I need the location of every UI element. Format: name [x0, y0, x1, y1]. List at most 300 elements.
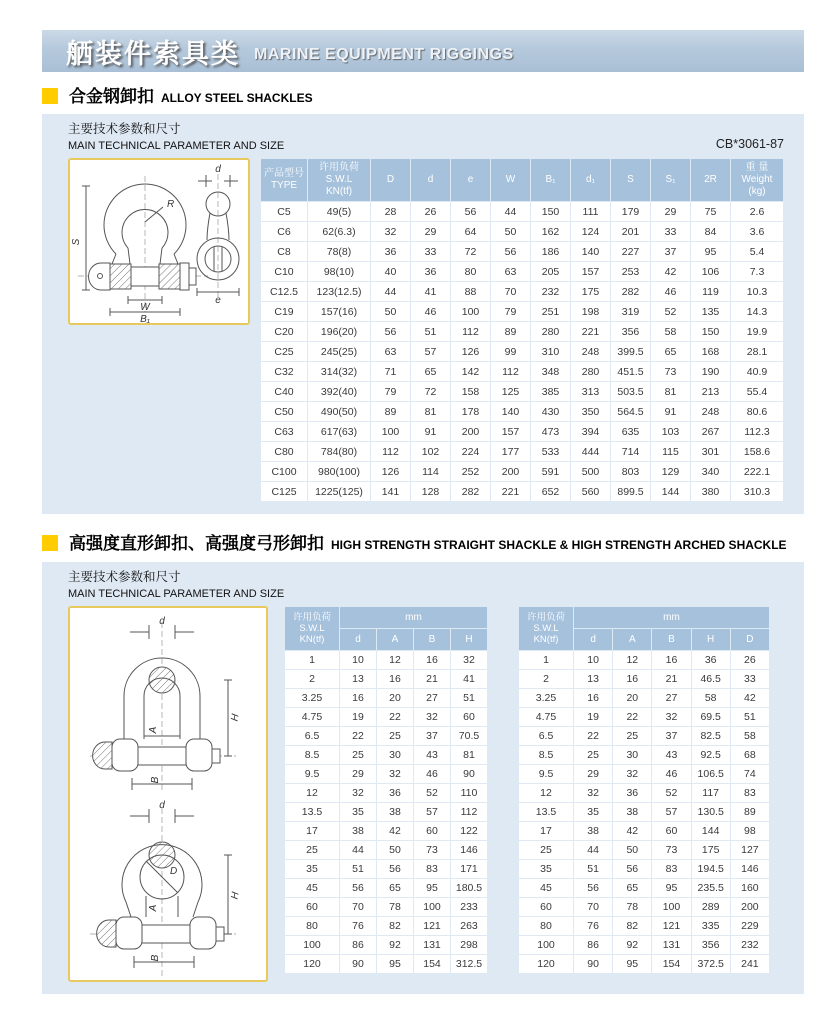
cell: 56 — [451, 202, 490, 221]
cell: 198 — [571, 302, 610, 321]
cell: 2 — [285, 670, 339, 688]
table-body — [519, 651, 769, 973]
cell: 99 — [491, 342, 530, 361]
table-row — [285, 708, 487, 726]
table-row — [519, 879, 769, 897]
cell: 635 — [611, 422, 650, 441]
cell: 140 — [571, 242, 610, 261]
cell: 92.5 — [692, 746, 730, 764]
cell: 81 — [451, 746, 487, 764]
cell: 106 — [691, 262, 730, 281]
cell: 385 — [531, 382, 570, 401]
swl-column-header: 许用负荷 S.W.L KN(tf) — [519, 607, 573, 650]
table-row — [519, 936, 769, 954]
dim-label-S: S — [71, 238, 82, 246]
cell: 50 — [377, 841, 413, 859]
section1-title-zh: 合金钢卸扣 — [69, 86, 154, 106]
cell: 44 — [340, 841, 376, 859]
cell: 60 — [451, 708, 487, 726]
cell: 26 — [411, 202, 450, 221]
column-header: B₁ — [531, 159, 570, 201]
table-row — [285, 936, 487, 954]
cell: 95 — [414, 879, 450, 897]
cell: 20 — [613, 689, 651, 707]
cell: 65 — [411, 362, 450, 381]
cell: 112.3 — [731, 422, 783, 441]
cell: 81 — [651, 382, 690, 401]
cell: 36 — [613, 784, 651, 802]
cell: 10 — [574, 651, 612, 669]
cell: 3.25 — [519, 689, 573, 707]
cell: 95 — [652, 879, 690, 897]
cell: 60 — [652, 822, 690, 840]
cell: 70 — [340, 898, 376, 916]
cell: 70 — [574, 898, 612, 916]
cell: 9.5 — [285, 765, 339, 783]
mm-span-header: mm — [574, 607, 769, 628]
cell: 65 — [651, 342, 690, 361]
cell: 280 — [571, 362, 610, 381]
cell: 43 — [652, 746, 690, 764]
column-header: A — [613, 629, 651, 650]
cell: 32 — [574, 784, 612, 802]
cell: 157(16) — [308, 302, 370, 321]
column-header: H — [451, 629, 487, 650]
cell: 88 — [451, 282, 490, 301]
cell: 95 — [377, 955, 413, 973]
cell: 89 — [371, 402, 410, 421]
cell: 127 — [731, 841, 769, 859]
cell: 44 — [574, 841, 612, 859]
cell: 248 — [571, 342, 610, 361]
column-header: D — [731, 629, 769, 650]
cell: 10.3 — [731, 282, 783, 301]
cell: 33 — [411, 242, 450, 261]
table-row — [519, 689, 769, 707]
cell: 591 — [531, 462, 570, 481]
cell: 227 — [611, 242, 650, 261]
cell: 119 — [691, 282, 730, 301]
cell: 30 — [613, 746, 651, 764]
column-header: d — [411, 159, 450, 201]
cell: 45 — [285, 879, 339, 897]
cell: 251 — [531, 302, 570, 321]
cell: 78(8) — [308, 242, 370, 261]
cell: 135 — [691, 302, 730, 321]
cell: 112 — [451, 322, 490, 341]
cell: 57 — [414, 803, 450, 821]
cell: 46 — [414, 765, 450, 783]
cell: 25 — [340, 746, 376, 764]
dim-label-H: H — [229, 891, 242, 901]
cell: 157 — [571, 262, 610, 281]
cell: 112 — [371, 442, 410, 461]
cell: 392(40) — [308, 382, 370, 401]
standard-code: CB*3061-87 — [715, 137, 784, 151]
cell: 32 — [451, 651, 487, 669]
cell: C25 — [261, 342, 307, 361]
cell: 200 — [731, 898, 769, 916]
cell: 121 — [414, 917, 450, 935]
cell: 90 — [574, 955, 612, 973]
cell: 32 — [371, 222, 410, 241]
cell: 81 — [411, 402, 450, 421]
cell: 63 — [491, 262, 530, 281]
cell: 100 — [285, 936, 339, 954]
column-header: d — [340, 629, 376, 650]
cell: C10 — [261, 262, 307, 281]
cell: 533 — [531, 442, 570, 461]
dim-label-B: B — [150, 954, 161, 962]
cell: 16 — [652, 651, 690, 669]
cell: 17 — [519, 822, 573, 840]
cell: 82.5 — [692, 727, 730, 745]
table-row — [519, 803, 769, 821]
cell: 33 — [731, 670, 769, 688]
cell: 56 — [574, 879, 612, 897]
cell: 52 — [651, 302, 690, 321]
cell: 92 — [613, 936, 651, 954]
cell: 21 — [652, 670, 690, 688]
cell: 25 — [377, 727, 413, 745]
cell: 52 — [652, 784, 690, 802]
cell: 70 — [491, 282, 530, 301]
cell: 40.9 — [731, 362, 783, 381]
cell: 72 — [411, 382, 450, 401]
cell: 38 — [377, 803, 413, 821]
cell: 25 — [285, 841, 339, 859]
cell: 58 — [651, 322, 690, 341]
cell: 95 — [691, 242, 730, 261]
header-row — [519, 607, 769, 628]
cell: 100 — [652, 898, 690, 916]
table-row — [519, 708, 769, 726]
section1-param-labels — [68, 119, 284, 152]
cell: 38 — [340, 822, 376, 840]
cell: 196(20) — [308, 322, 370, 341]
cell: 12 — [613, 651, 651, 669]
cell: 175 — [692, 841, 730, 859]
cell: 232 — [731, 936, 769, 954]
cell: 22 — [377, 708, 413, 726]
cell: 6.5 — [519, 727, 573, 745]
cell: 32 — [613, 765, 651, 783]
cell: 51 — [731, 708, 769, 726]
cell: 123(12.5) — [308, 282, 370, 301]
cell: 27 — [652, 689, 690, 707]
cell: 82 — [613, 917, 651, 935]
cell: 91 — [651, 402, 690, 421]
cell: 335 — [692, 917, 730, 935]
cell: 124 — [571, 222, 610, 241]
cell: 22 — [340, 727, 376, 745]
cell: 399.5 — [611, 342, 650, 361]
cell: C19 — [261, 302, 307, 321]
cell: 177 — [491, 442, 530, 461]
column-header: S₁ — [651, 159, 690, 201]
cell: 16 — [340, 689, 376, 707]
section2-heading — [42, 532, 804, 554]
cell: 102 — [411, 442, 450, 461]
cell: 221 — [571, 322, 610, 341]
cell: 8.5 — [285, 746, 339, 764]
cell: 200 — [491, 462, 530, 481]
cell: 126 — [451, 342, 490, 361]
cell: 25 — [613, 727, 651, 745]
cell: 80.6 — [731, 402, 783, 421]
cell: 110 — [451, 784, 487, 802]
cell: 52 — [414, 784, 450, 802]
cell: 114 — [411, 462, 450, 481]
bow-shackle-drawing — [70, 160, 248, 323]
cell: 120 — [519, 955, 573, 973]
table-row — [261, 222, 783, 241]
cell: 10 — [340, 651, 376, 669]
cell: 356 — [611, 322, 650, 341]
table-row — [285, 746, 487, 764]
cell: 340 — [691, 462, 730, 481]
cell: 83 — [652, 860, 690, 878]
cell: 7.3 — [731, 262, 783, 281]
table-row — [261, 282, 783, 301]
column-header: e — [451, 159, 490, 201]
cell: C6 — [261, 222, 307, 241]
cell: 36 — [377, 784, 413, 802]
cell: 35 — [340, 803, 376, 821]
table-row — [519, 898, 769, 916]
cell: 3.25 — [285, 689, 339, 707]
table-row — [285, 860, 487, 878]
cell: 57 — [411, 342, 450, 361]
cell: 41 — [411, 282, 450, 301]
cell: 617(63) — [308, 422, 370, 441]
table-row — [261, 422, 783, 441]
section1-panel-top — [68, 122, 784, 152]
cell: 241 — [731, 955, 769, 973]
cell: C12.5 — [261, 282, 307, 301]
cell: 17 — [285, 822, 339, 840]
cell: 473 — [531, 422, 570, 441]
cell: 60 — [414, 822, 450, 840]
cell: 32 — [652, 708, 690, 726]
cell: 46 — [411, 302, 450, 321]
cell: 65 — [377, 879, 413, 897]
cell: 16 — [613, 670, 651, 688]
cell: 19 — [340, 708, 376, 726]
cell: 235.5 — [692, 879, 730, 897]
table-row — [519, 784, 769, 802]
table-row — [261, 342, 783, 361]
cell: C8 — [261, 242, 307, 261]
cell: 29 — [574, 765, 612, 783]
cell: 312.5 — [451, 955, 487, 973]
cell: 103 — [651, 422, 690, 441]
cell: 282 — [611, 282, 650, 301]
straight-arched-shackle-drawing — [70, 608, 266, 980]
cell: 394 — [571, 422, 610, 441]
cell: 201 — [611, 222, 650, 241]
cell: 89 — [731, 803, 769, 821]
dim-label-W: W — [140, 302, 150, 313]
cell: 72 — [451, 242, 490, 261]
param-label-zh: 主要技术参数和尺寸 — [68, 570, 181, 584]
column-header: d₁ — [571, 159, 610, 201]
section2-panel-body — [68, 606, 784, 982]
cell: 35 — [574, 803, 612, 821]
dim-label-d: d — [215, 164, 221, 175]
cell: 29 — [411, 222, 450, 241]
column-header: W — [491, 159, 530, 201]
cell: 86 — [574, 936, 612, 954]
cell: 301 — [691, 442, 730, 461]
cell: 131 — [414, 936, 450, 954]
dim-label-e: e — [215, 295, 221, 306]
cell: 75 — [691, 202, 730, 221]
cell: 129 — [651, 462, 690, 481]
cell: 57 — [652, 803, 690, 821]
cell: 232 — [531, 282, 570, 301]
table-row — [261, 202, 783, 221]
cell: 13.5 — [285, 803, 339, 821]
cell: 200 — [451, 422, 490, 441]
cell: 83 — [414, 860, 450, 878]
cell: 45 — [519, 879, 573, 897]
table-row — [285, 898, 487, 916]
cell: 42 — [613, 822, 651, 840]
cell: 430 — [531, 402, 570, 421]
cell: 245(25) — [308, 342, 370, 361]
table-row — [519, 822, 769, 840]
cell: 128 — [411, 482, 450, 501]
cell: 121 — [652, 917, 690, 935]
cell: 1 — [285, 651, 339, 669]
cell: 319 — [611, 302, 650, 321]
cell: 154 — [414, 955, 450, 973]
param-label-zh: 主要技术参数和尺寸 — [68, 122, 181, 136]
cell: 233 — [451, 898, 487, 916]
cell: 248 — [691, 402, 730, 421]
cell: 42 — [377, 822, 413, 840]
section1-panel-body — [68, 158, 784, 502]
cell: 71 — [371, 362, 410, 381]
dim-label-d: d — [159, 616, 165, 627]
cell: 253 — [611, 262, 650, 281]
cell: 46 — [651, 282, 690, 301]
cell: 314(32) — [308, 362, 370, 381]
cell: 36 — [692, 651, 730, 669]
table-row — [261, 462, 783, 481]
cell: 144 — [651, 482, 690, 501]
dim-label-B: B — [150, 776, 161, 784]
section1-title-en: ALLOY STEEL SHACKLES — [161, 90, 313, 105]
cell: 5.4 — [731, 242, 783, 261]
straight-and-arched-shackle-diagram — [68, 606, 268, 982]
cell: 3.6 — [731, 222, 783, 241]
table-row — [285, 765, 487, 783]
dim-label-H: H — [229, 713, 242, 723]
cell: 19 — [574, 708, 612, 726]
cell: 267 — [691, 422, 730, 441]
table-body — [285, 651, 487, 973]
yellow-bullet-icon — [42, 88, 58, 104]
cell: 69.5 — [692, 708, 730, 726]
cell: 44 — [371, 282, 410, 301]
table-row — [285, 670, 487, 688]
cell: 80 — [285, 917, 339, 935]
cell: 26 — [731, 651, 769, 669]
section2-title-zh: 高强度直形卸扣、高强度弓形卸扣 — [69, 533, 324, 553]
cell: 92 — [377, 936, 413, 954]
bow-shackle-diagram — [68, 158, 250, 325]
cell: 91 — [411, 422, 450, 441]
cell: 171 — [451, 860, 487, 878]
cell: 14.3 — [731, 302, 783, 321]
cell: 122 — [451, 822, 487, 840]
cell: 229 — [731, 917, 769, 935]
dim-label-R: R — [167, 199, 175, 210]
cell: 213 — [691, 382, 730, 401]
section2-param-labels — [68, 567, 284, 600]
cell: 899.5 — [611, 482, 650, 501]
cell: 444 — [571, 442, 610, 461]
cell: 51 — [451, 689, 487, 707]
cell: 500 — [571, 462, 610, 481]
cell: 158.6 — [731, 442, 783, 461]
cell: 252 — [451, 462, 490, 481]
cell: 19.9 — [731, 322, 783, 341]
cell: 348 — [531, 362, 570, 381]
cell: 141 — [371, 482, 410, 501]
cell: 56 — [340, 879, 376, 897]
table-row — [261, 382, 783, 401]
cell: 89 — [491, 322, 530, 341]
cell: 63 — [371, 342, 410, 361]
column-header: D — [371, 159, 410, 201]
cell: 32 — [377, 765, 413, 783]
cell: 42 — [651, 262, 690, 281]
column-header: H — [692, 629, 730, 650]
cell: 79 — [491, 302, 530, 321]
cell: 130.5 — [692, 803, 730, 821]
cell: C100 — [261, 462, 307, 481]
cell: 74 — [731, 765, 769, 783]
cell: 50 — [371, 302, 410, 321]
cell: 35 — [285, 860, 339, 878]
cell: 205 — [531, 262, 570, 281]
cell: 158 — [451, 382, 490, 401]
cell: 112 — [491, 362, 530, 381]
cell: 190 — [691, 362, 730, 381]
dim-label-B1: B₁ — [140, 314, 150, 323]
cell: 117 — [692, 784, 730, 802]
cell: 125 — [491, 382, 530, 401]
cell: 13.5 — [519, 803, 573, 821]
page-header-banner — [42, 30, 804, 72]
yellow-bullet-icon — [42, 535, 58, 551]
cell: 112 — [451, 803, 487, 821]
cell: 100 — [519, 936, 573, 954]
cell: 146 — [451, 841, 487, 859]
dim-label-d: d — [159, 800, 165, 811]
cell: 490(50) — [308, 402, 370, 421]
table-row — [285, 879, 487, 897]
cell: 310.3 — [731, 482, 783, 501]
cell: 652 — [531, 482, 570, 501]
cell: 46.5 — [692, 670, 730, 688]
cell: 40 — [371, 262, 410, 281]
table-row — [519, 955, 769, 973]
cell: 106.5 — [692, 765, 730, 783]
